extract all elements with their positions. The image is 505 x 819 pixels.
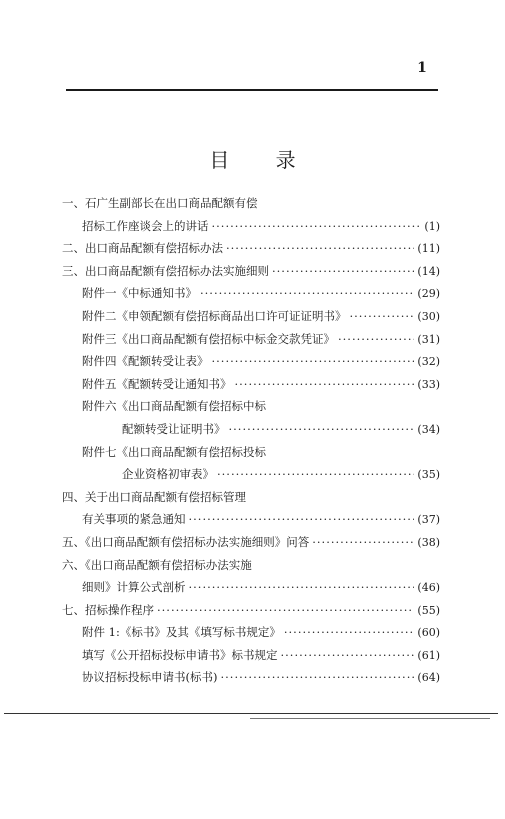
toc-entry	[62, 350, 440, 373]
toc-entry	[62, 554, 440, 577]
toc-entry-text: 五、《出口商品配额有偿招标办法实施细则》问答	[62, 534, 310, 549]
toc-entry-text: 招标工作座谈会上的讲话	[82, 218, 209, 233]
toc-entry-text: 有关事项的紧急通知	[82, 512, 186, 527]
toc-entry-text: 企业资格初审表》	[122, 467, 214, 482]
toc-entry	[62, 441, 440, 464]
toc-entry-page: (35)	[417, 468, 440, 482]
toc-leader-dots	[338, 328, 414, 351]
toc-entry-text: 配额转受让证明书》	[122, 421, 226, 436]
toc-entry-text: 附件七《出口商品配额有偿招标投标	[82, 444, 266, 459]
toc-entry	[62, 260, 440, 283]
toc-entry-page: (31)	[417, 332, 440, 346]
toc-entry-page: (11)	[417, 242, 440, 256]
toc-leader-dots	[312, 531, 414, 554]
toc-entry-text: 附件 1:《标书》及其《填写标书规定》	[82, 625, 281, 640]
toc-leader-dots	[284, 621, 415, 644]
toc-entry-page: (33)	[417, 377, 440, 391]
toc-leader-dots	[212, 215, 422, 238]
toc-leader-dots	[281, 644, 415, 667]
toc-entry	[62, 599, 440, 622]
toc-entry-text: 附件五《配额转受让通知书》	[82, 376, 232, 391]
toc-entry-text: 四、关于出口商品配额有偿招标管理	[62, 489, 246, 504]
toc-entry-text: 附件二《申领配额有偿招标商品出口许可证证明书》	[82, 308, 347, 323]
toc-entry	[62, 418, 440, 441]
toc-leader-dots	[212, 350, 415, 373]
header-rule	[66, 89, 438, 91]
toc-list	[62, 192, 440, 689]
toc-title: 目 录	[209, 148, 316, 172]
toc-entry	[62, 621, 440, 644]
toc-leader-dots	[272, 260, 414, 283]
toc-entry-page: (1)	[424, 219, 440, 233]
toc-entry	[62, 192, 440, 215]
toc-entry	[62, 237, 440, 260]
toc-leader-dots	[235, 373, 415, 396]
toc-entry-text: 细则》计算公式剖析	[82, 580, 186, 595]
toc-entry-text: 附件一《中标通知书》	[82, 286, 197, 301]
toc-entry-text: 附件六《出口商品配额有偿招标中标	[82, 399, 266, 414]
toc-entry	[62, 328, 440, 351]
toc-entry	[62, 373, 440, 396]
toc-entry-page: (64)	[417, 671, 440, 685]
toc-entry	[62, 215, 440, 238]
toc-entry-text: 二、出口商品配额有偿招标办法	[62, 241, 223, 256]
toc-leader-dots	[189, 508, 415, 531]
page-number: 1	[417, 60, 427, 76]
toc-entry-text: 填写《公开招标投标申请书》标书规定	[82, 647, 278, 662]
toc-entry-page: (32)	[417, 355, 440, 369]
toc-entry	[62, 508, 440, 531]
toc-entry-page: (38)	[417, 535, 440, 549]
toc-entry-page: (60)	[417, 626, 440, 640]
toc-entry-text: 附件四《配额转受让表》	[82, 354, 209, 369]
toc-entry-text: 六、《出口商品配额有偿招标办法实施	[62, 557, 252, 572]
toc-entry-text: 一、石广生副部长在出口商品配额有偿	[62, 196, 258, 210]
toc-entry	[62, 644, 440, 667]
toc-entry	[62, 666, 440, 689]
footer-rule-secondary	[250, 718, 490, 719]
toc-entry-page: (30)	[417, 309, 440, 323]
toc-entry-text: 七、招标操作程序	[62, 602, 154, 617]
toc-entry	[62, 463, 440, 486]
toc-leader-dots	[217, 463, 414, 486]
toc-entry	[62, 395, 440, 418]
toc-entry	[62, 576, 440, 599]
toc-entry-text: 协议招标投标申请书(标书)	[82, 670, 218, 685]
toc-entry-page: (61)	[417, 648, 440, 662]
toc-entry-page: (37)	[417, 513, 440, 527]
toc-entry-page: (55)	[417, 603, 440, 617]
toc-entry-page: (29)	[417, 287, 440, 301]
toc-leader-dots	[200, 282, 414, 305]
toc-entry	[62, 486, 440, 509]
toc-entry-page: (34)	[417, 422, 440, 436]
toc-leader-dots	[157, 599, 414, 622]
toc-entry	[62, 282, 440, 305]
toc-entry-text: 三、出口商品配额有偿招标办法实施细则	[62, 263, 269, 278]
toc-entry-text: 附件三《出口商品配额有偿招标中标金交款凭证》	[82, 331, 335, 346]
toc-entry-page: (46)	[417, 581, 440, 595]
footer-rule	[4, 713, 498, 714]
toc-entry	[62, 531, 440, 554]
toc-leader-dots	[229, 418, 415, 441]
toc-leader-dots	[220, 666, 414, 689]
toc-entry	[62, 305, 440, 328]
toc-leader-dots	[189, 576, 415, 599]
toc-entry-page: (14)	[417, 264, 440, 278]
toc-leader-dots	[350, 305, 415, 328]
toc-leader-dots	[226, 237, 414, 260]
